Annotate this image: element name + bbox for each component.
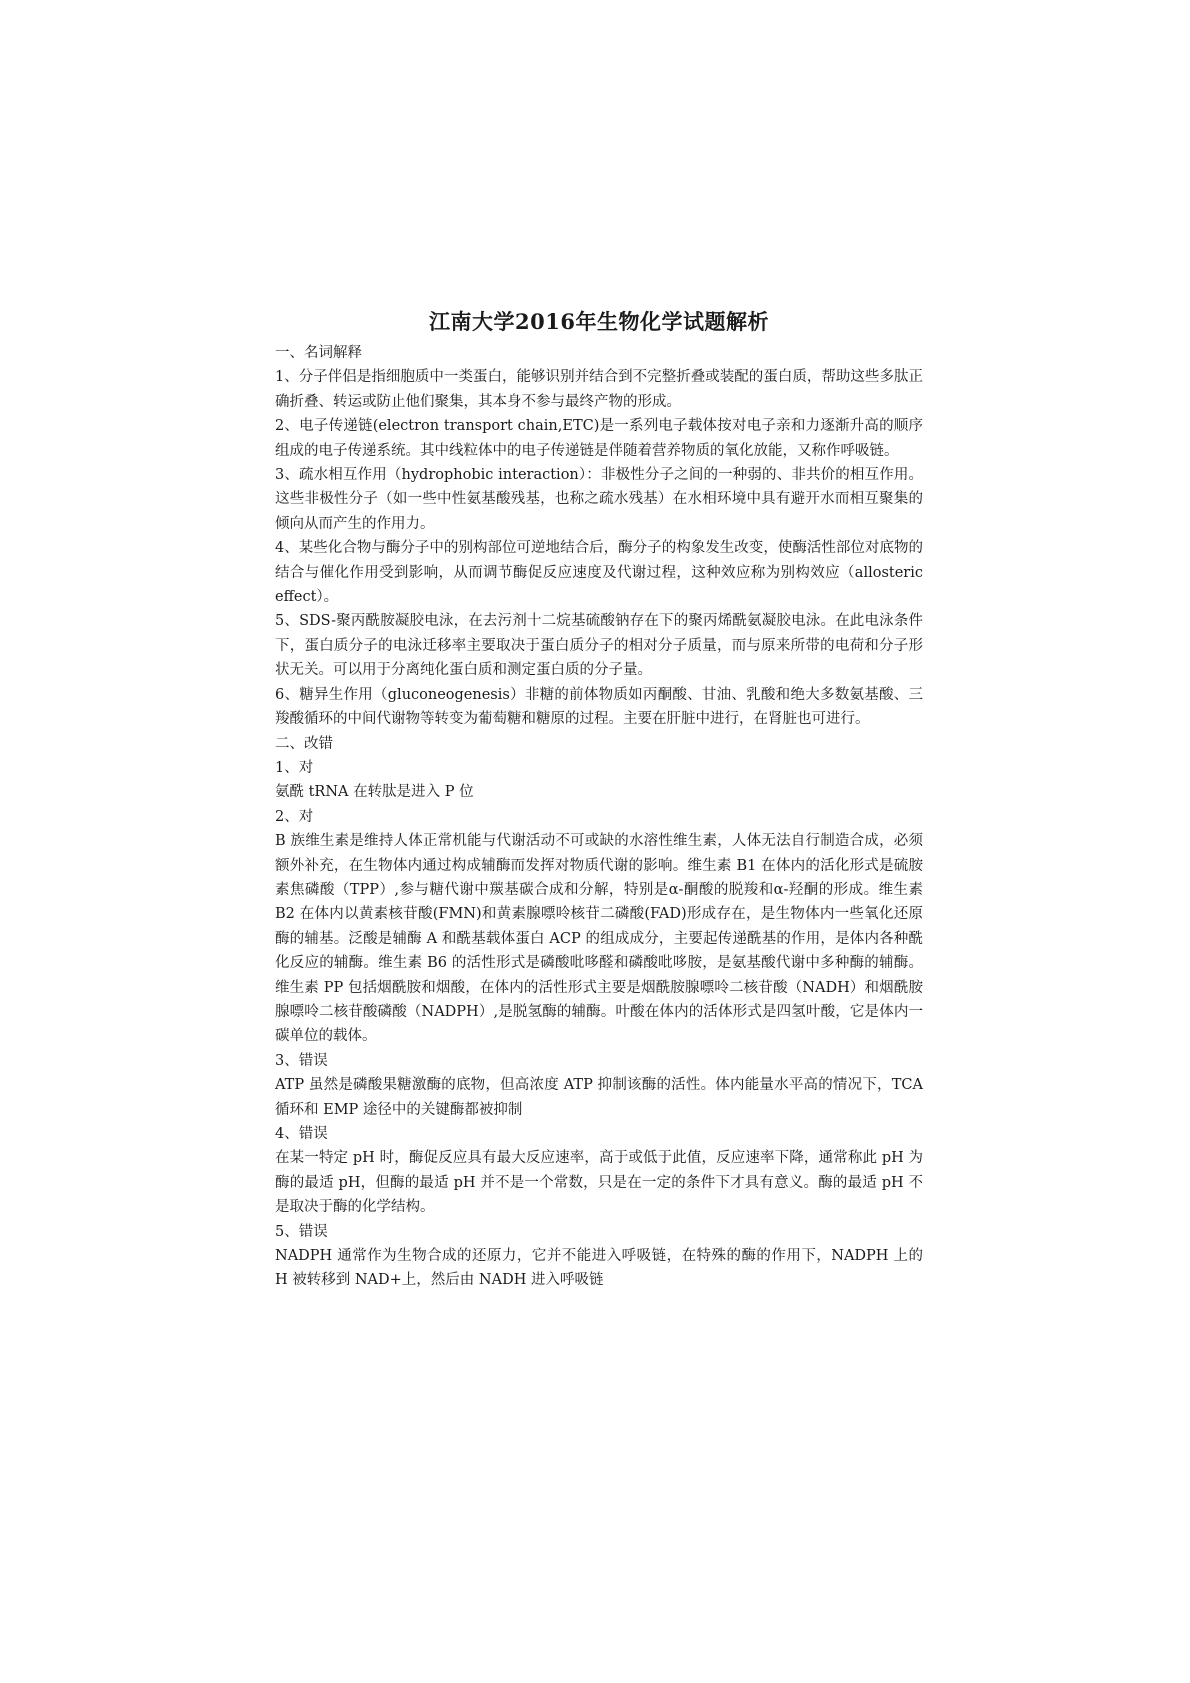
definition-item-1: 1、分子伴侣是指细胞质中一类蛋白，能够识别并结合到不完整折叠或装配的蛋白质，帮助这些多肽正确折叠、转运或防止他们聚集，其本身不参与最终产物的形成。: [275, 369, 923, 410]
definition-item-5: 5、SDS-聚丙酰胺凝胶电泳，在去污剂十二烷基硫酸钠存在下的聚丙烯酰氨凝胶电泳。在此电泳条件下，蛋白质分子的电泳迁移率主要取决于蛋白质分子的相对分子质量，而与原来所带的电荷和分子形状无关。可以用于分离纯化蛋白质和测定蛋白质的分子量。: [275, 613, 923, 679]
definition-item-2: 2、电子传递链(electron transport chain,ETC)是一系列电子载体按对电子亲和力逐渐升高的顺序组成的电子传递系统。其中线粒体中的电子传递链是伴随着营养物质的氧化放能，又称作呼吸链。: [275, 418, 923, 459]
correction-label-2: 2、对: [275, 808, 314, 825]
correction-text-4: 在某一特定 pH 时，酶促反应具有最大反应速率，高于或低于此值，反应速率下降，通常称此 pH 为酶的最适 pH，但酶的最适 pH 并不是一个常数，只是在一定的条件下才具有意义。酶的最适 pH 不是取决于酶的化学结构。: [275, 1150, 923, 1216]
document-page: [275, 305, 923, 1293]
correction-text-5: NADPH 通常作为生物合成的还原力，它并不能进入呼吸链，在特殊的酶的作用下，NADPH 上的 H 被转移到 NAD+上，然后由 NADH 进入呼吸链: [275, 1248, 923, 1289]
correction-label-4: 4、错误: [275, 1126, 328, 1142]
section-heading-corrections: 二、改错: [275, 735, 333, 752]
correction-text-3: ATP 虽然是磷酸果糖激酶的底物，但高浓度 ATP 抑制该酶的活性。体内能量水平高的情况下，TCA 循环和 EMP 途径中的关键酶都被抑制: [275, 1077, 923, 1118]
correction-text-2: B 族维生素是维持人体正常机能与代谢活动不可或缺的水溶性维生素，人体无法自行制造合成，必须额外补充，在生物体内通过构成辅酶而发挥对物质代谢的影响。维生素 B1 在体内的活化形式是硫胺素焦磷酸（TPP）,参与糖代谢中羰基碳合成和分解，特别是α-酮酸的脱羧和α-羟酮的形成。维生素 B2 在体内以黄素核苷酸(FMN)和黄素腺嘌呤核苷二磷酸(FAD)形成存在，是生物体内一些氧化还原酶的辅基。泛酸是辅酶 A 和酰基载体蛋白 ACP 的组成成分，主要起传递酰基的作用，是体内各种酰化反应的辅酶。维生素 B6 的活性形式是磷酸吡哆醛和磷酸吡哆胺，是氨基酸代谢中多种酶的辅酶。维生素 PP 包括烟酰胺和烟酸，在体内的活性形式主要是烟酰胺腺嘌呤二核苷酸（NADH）和烟酰胺腺嘌呤二核苷酸磷酸（NADPH）,是脱氢酶的辅酶。叶酸在体内的活体形式是四氢叶酸，它是体内一碳单位的载体。: [275, 833, 923, 1045]
definition-item-3: 3、疏水相互作用（hydrophobic interaction）：非极性分子之间的一种弱的、非共价的相互作用。这些非极性分子（如一些中性氨基酸残基，也称之疏水残基）在水相环境中具有避开水而相互聚集的倾向从而产生的作用力。: [275, 467, 923, 532]
definition-item-4: 4、某些化合物与酶分子中的别构部位可逆地结合后，酶分子的构象发生改变，使酶活性部位对底物的结合与催化作用受到影响，从而调节酶促反应速度及代谢过程，这种效应称为别构效应（allosteric effect）。: [275, 540, 923, 606]
correction-text-1: 氨酰 tRNA 在转肽是进入 P 位: [275, 784, 474, 801]
document-title: 江南大学2016年生物化学试题解析: [429, 309, 769, 334]
correction-label-5: 5、错误: [275, 1223, 328, 1240]
correction-label-1: 1、对: [275, 759, 314, 776]
correction-label-3: 3、错误: [275, 1052, 328, 1069]
definition-item-6: 6、糖异生作用（gluconeogenesis）非糖的前体物质如丙酮酸、甘油、乳酸和绝大多数氨基酸、三羧酸循环的中间代谢物等转变为葡萄糖和糖原的过程。主要在肝脏中进行，在肾脏也可进行。: [275, 686, 923, 728]
section-heading-definitions: 一、名词解释: [275, 345, 362, 361]
